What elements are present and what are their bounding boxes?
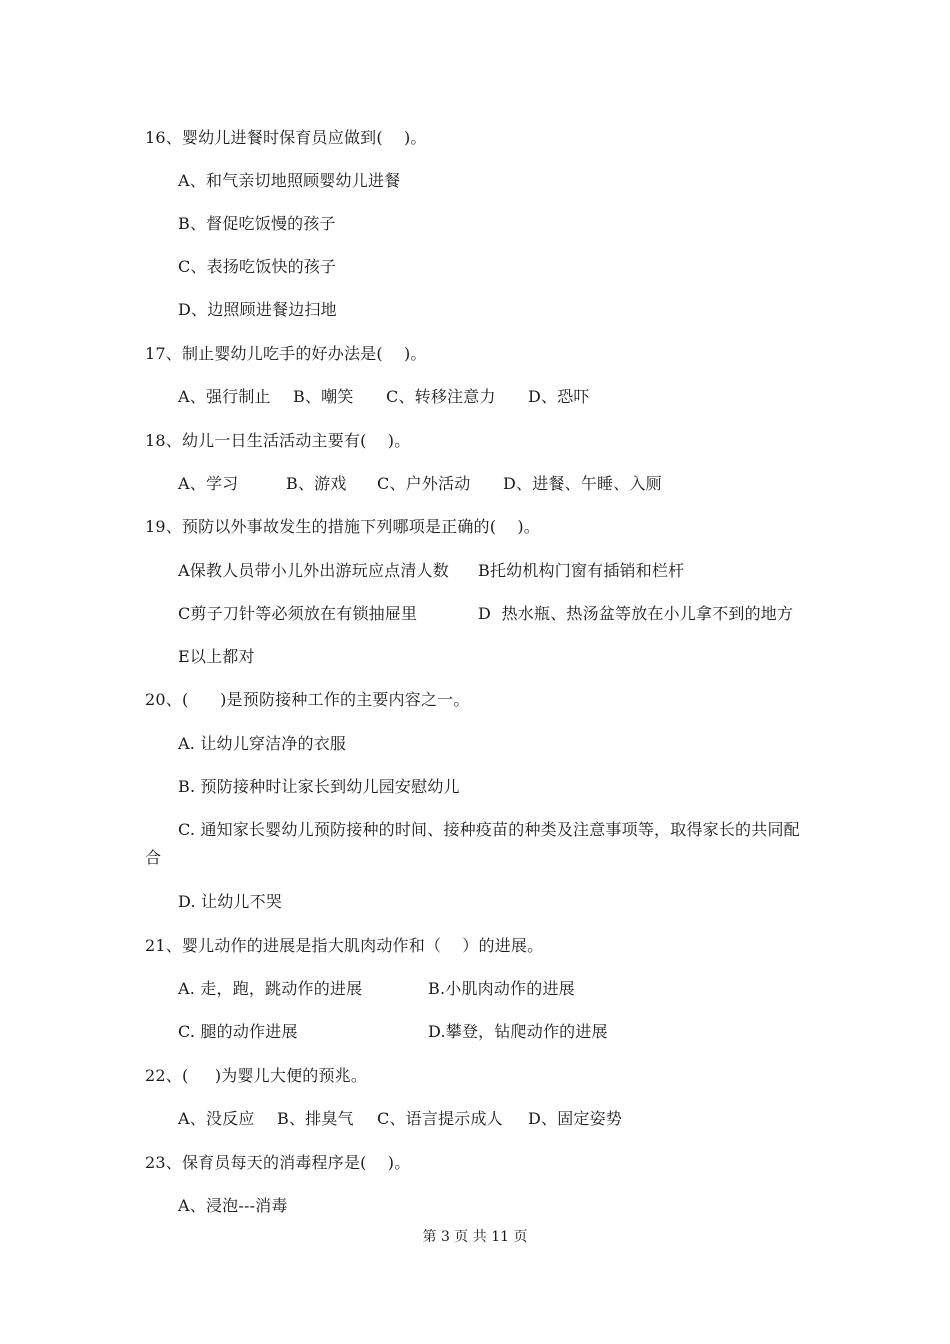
question-20-option-d: D. 让幼儿不哭 xyxy=(178,892,283,911)
question-16-option-b: B、督促吃饭慢的孩子 xyxy=(178,214,336,233)
question-21-option-b: B.小肌肉动作的进展 xyxy=(428,979,575,998)
question-17-option-d: D、恐吓 xyxy=(528,387,590,406)
question-18-option-a: A、学习 xyxy=(178,474,239,493)
question-18-stem: 18、幼儿一日生活活动主要有( )。 xyxy=(145,431,411,450)
question-19-option-d: D 热水瓶、热汤盆等放在小儿拿不到的地方 xyxy=(478,604,794,623)
question-20-stem: 20、( )是预防接种工作的主要内容之一。 xyxy=(145,690,470,709)
question-17-option-a: A、强行制止 xyxy=(178,387,271,406)
question-23-stem: 23、保育员每天的消毒程序是( )。 xyxy=(145,1153,411,1172)
question-21-option-d: D.攀登，钻爬动作的进展 xyxy=(428,1022,608,1041)
question-22-option-b: B、排臭气 xyxy=(277,1109,354,1128)
question-18-option-d: D、进餐、午睡、入厕 xyxy=(503,474,662,493)
question-16-option-d: D、边照顾进餐边扫地 xyxy=(178,300,337,319)
question-19-stem: 19、预防以外事故发生的措施下列哪项是正确的( )。 xyxy=(145,517,540,536)
question-22-option-a: A、没反应 xyxy=(178,1109,255,1128)
question-18-option-c: C、户外活动 xyxy=(377,474,471,493)
question-17-option-b: B、嘲笑 xyxy=(293,387,354,406)
question-21-option-c: C. 腿的动作进展 xyxy=(178,1022,298,1041)
question-21-stem: 21、婴儿动作的进展是指大肌肉动作和（ ）的进展。 xyxy=(145,936,544,955)
question-16-option-a: A、和气亲切地照顾婴幼儿进餐 xyxy=(178,171,401,190)
question-20-option-c: C. 通知家长婴幼儿预防接种的时间、接种疫苗的种类及注意事项等，取得家长的共同配合 xyxy=(145,820,800,867)
question-19-option-c: C剪子刀针等必须放在有锁抽屉里 xyxy=(178,604,418,623)
question-22-option-d: D、固定姿势 xyxy=(528,1109,623,1128)
question-22-stem: 22、( )为婴儿大便的预兆。 xyxy=(145,1066,368,1085)
question-19-option-b: B托幼机构门窗有插销和栏杆 xyxy=(478,561,685,580)
question-20-option-b: B. 预防接种时让家长到幼儿园安慰幼儿 xyxy=(178,777,460,796)
question-17-stem: 17、制止婴幼儿吃手的好办法是( )。 xyxy=(145,344,427,363)
question-23-option-a: A、浸泡---消毒 xyxy=(178,1196,288,1215)
question-19-option-e: E以上都对 xyxy=(178,647,255,666)
question-19-option-a: A保教人员带小儿外出游玩应点清人数 xyxy=(178,561,449,580)
question-16-stem: 16、婴幼儿进餐时保育员应做到( )。 xyxy=(145,128,427,147)
question-20-option-a: A. 让幼儿穿洁净的衣服 xyxy=(178,734,347,753)
page-number-footer: 第 3 页 共 11 页 xyxy=(422,1229,528,1245)
question-22-option-c: C、语言提示成人 xyxy=(377,1109,503,1128)
question-16-option-c: C、表扬吃饭快的孩子 xyxy=(178,257,337,276)
question-17-option-c: C、转移注意力 xyxy=(386,387,496,406)
question-18-option-b: B、游戏 xyxy=(286,474,347,493)
question-21-option-a: A. 走，跑，跳动作的进展 xyxy=(178,979,363,998)
